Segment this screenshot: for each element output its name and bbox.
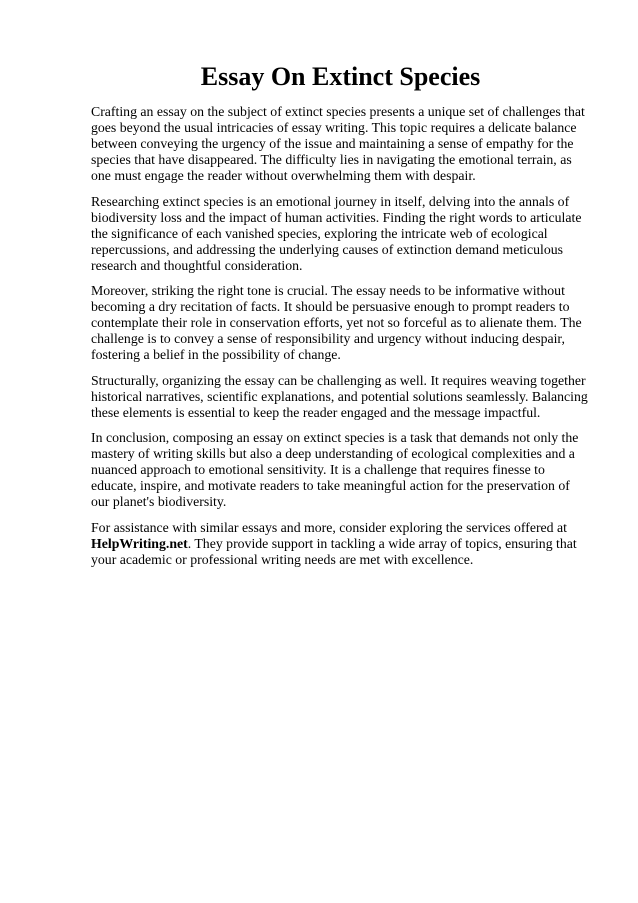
- closing-text-after-link: . They provide support in tackling a wide array of topics, ensuring that your academic or professional writing needs are met with excellence.: [91, 535, 577, 567]
- paragraph-closing: [91, 520, 590, 568]
- helpwriting-link[interactable]: HelpWriting.net: [91, 535, 188, 551]
- closing-text-before-link: For assistance with similar essays and more, consider exploring the services offered at: [91, 519, 567, 535]
- paragraph-conclusion: In conclusion, composing an essay on extinct species is a task that demands not only the mastery of writing skills but also a deep understanding of ecological complexities and a nuanced approach to emotional sensitivity. It is a challenge that requires finesse to educate, inspire, and motivate readers to take meaningful action for the preservation of our planet's biodiversity.: [91, 430, 579, 509]
- paragraph-structure: Structurally, organizing the essay can be challenging as well. It requires weaving together historical narratives, scientific explanations, and potential solutions seamlessly. Balancing these elements is essential to keep the reader engaged and the message impactful.: [91, 372, 588, 420]
- document-title: Essay On Extinct Species: [200, 62, 481, 91]
- paragraph-research: Researching extinct species is an emotional journey in itself, delving into the annals of biodiversity loss and the impact of human activities. Finding the right words to articulate the significance of each vanished species, exploring the intricate web of ecological repercussions, and addressing the underlying causes of extinction demand meticulous research and thoughtful consideration.: [91, 193, 582, 273]
- paragraph-tone: Moreover, striking the right tone is crucial. The essay needs to be informative without becoming a dry recitation of facts. It should be persuasive enough to prompt readers to contemplate their role in conservation efforts, yet not so forceful as to alienate them. The challenge is to convey a sense of responsibility and urgency without inducing despair, fostering a belief in the possibility of change.: [91, 283, 582, 362]
- paragraph-intro: Crafting an essay on the subject of extinct species presents a unique set of challenges that goes beyond the usual intricacies of essay writing. This topic requires a delicate balance between conveying the urgency of the issue and maintaining a sense of empathy for the species that have disappeared. The difficulty lies in navigating the emotional terrain, as one must engage the reader without overwhelming them with despair.: [91, 104, 585, 183]
